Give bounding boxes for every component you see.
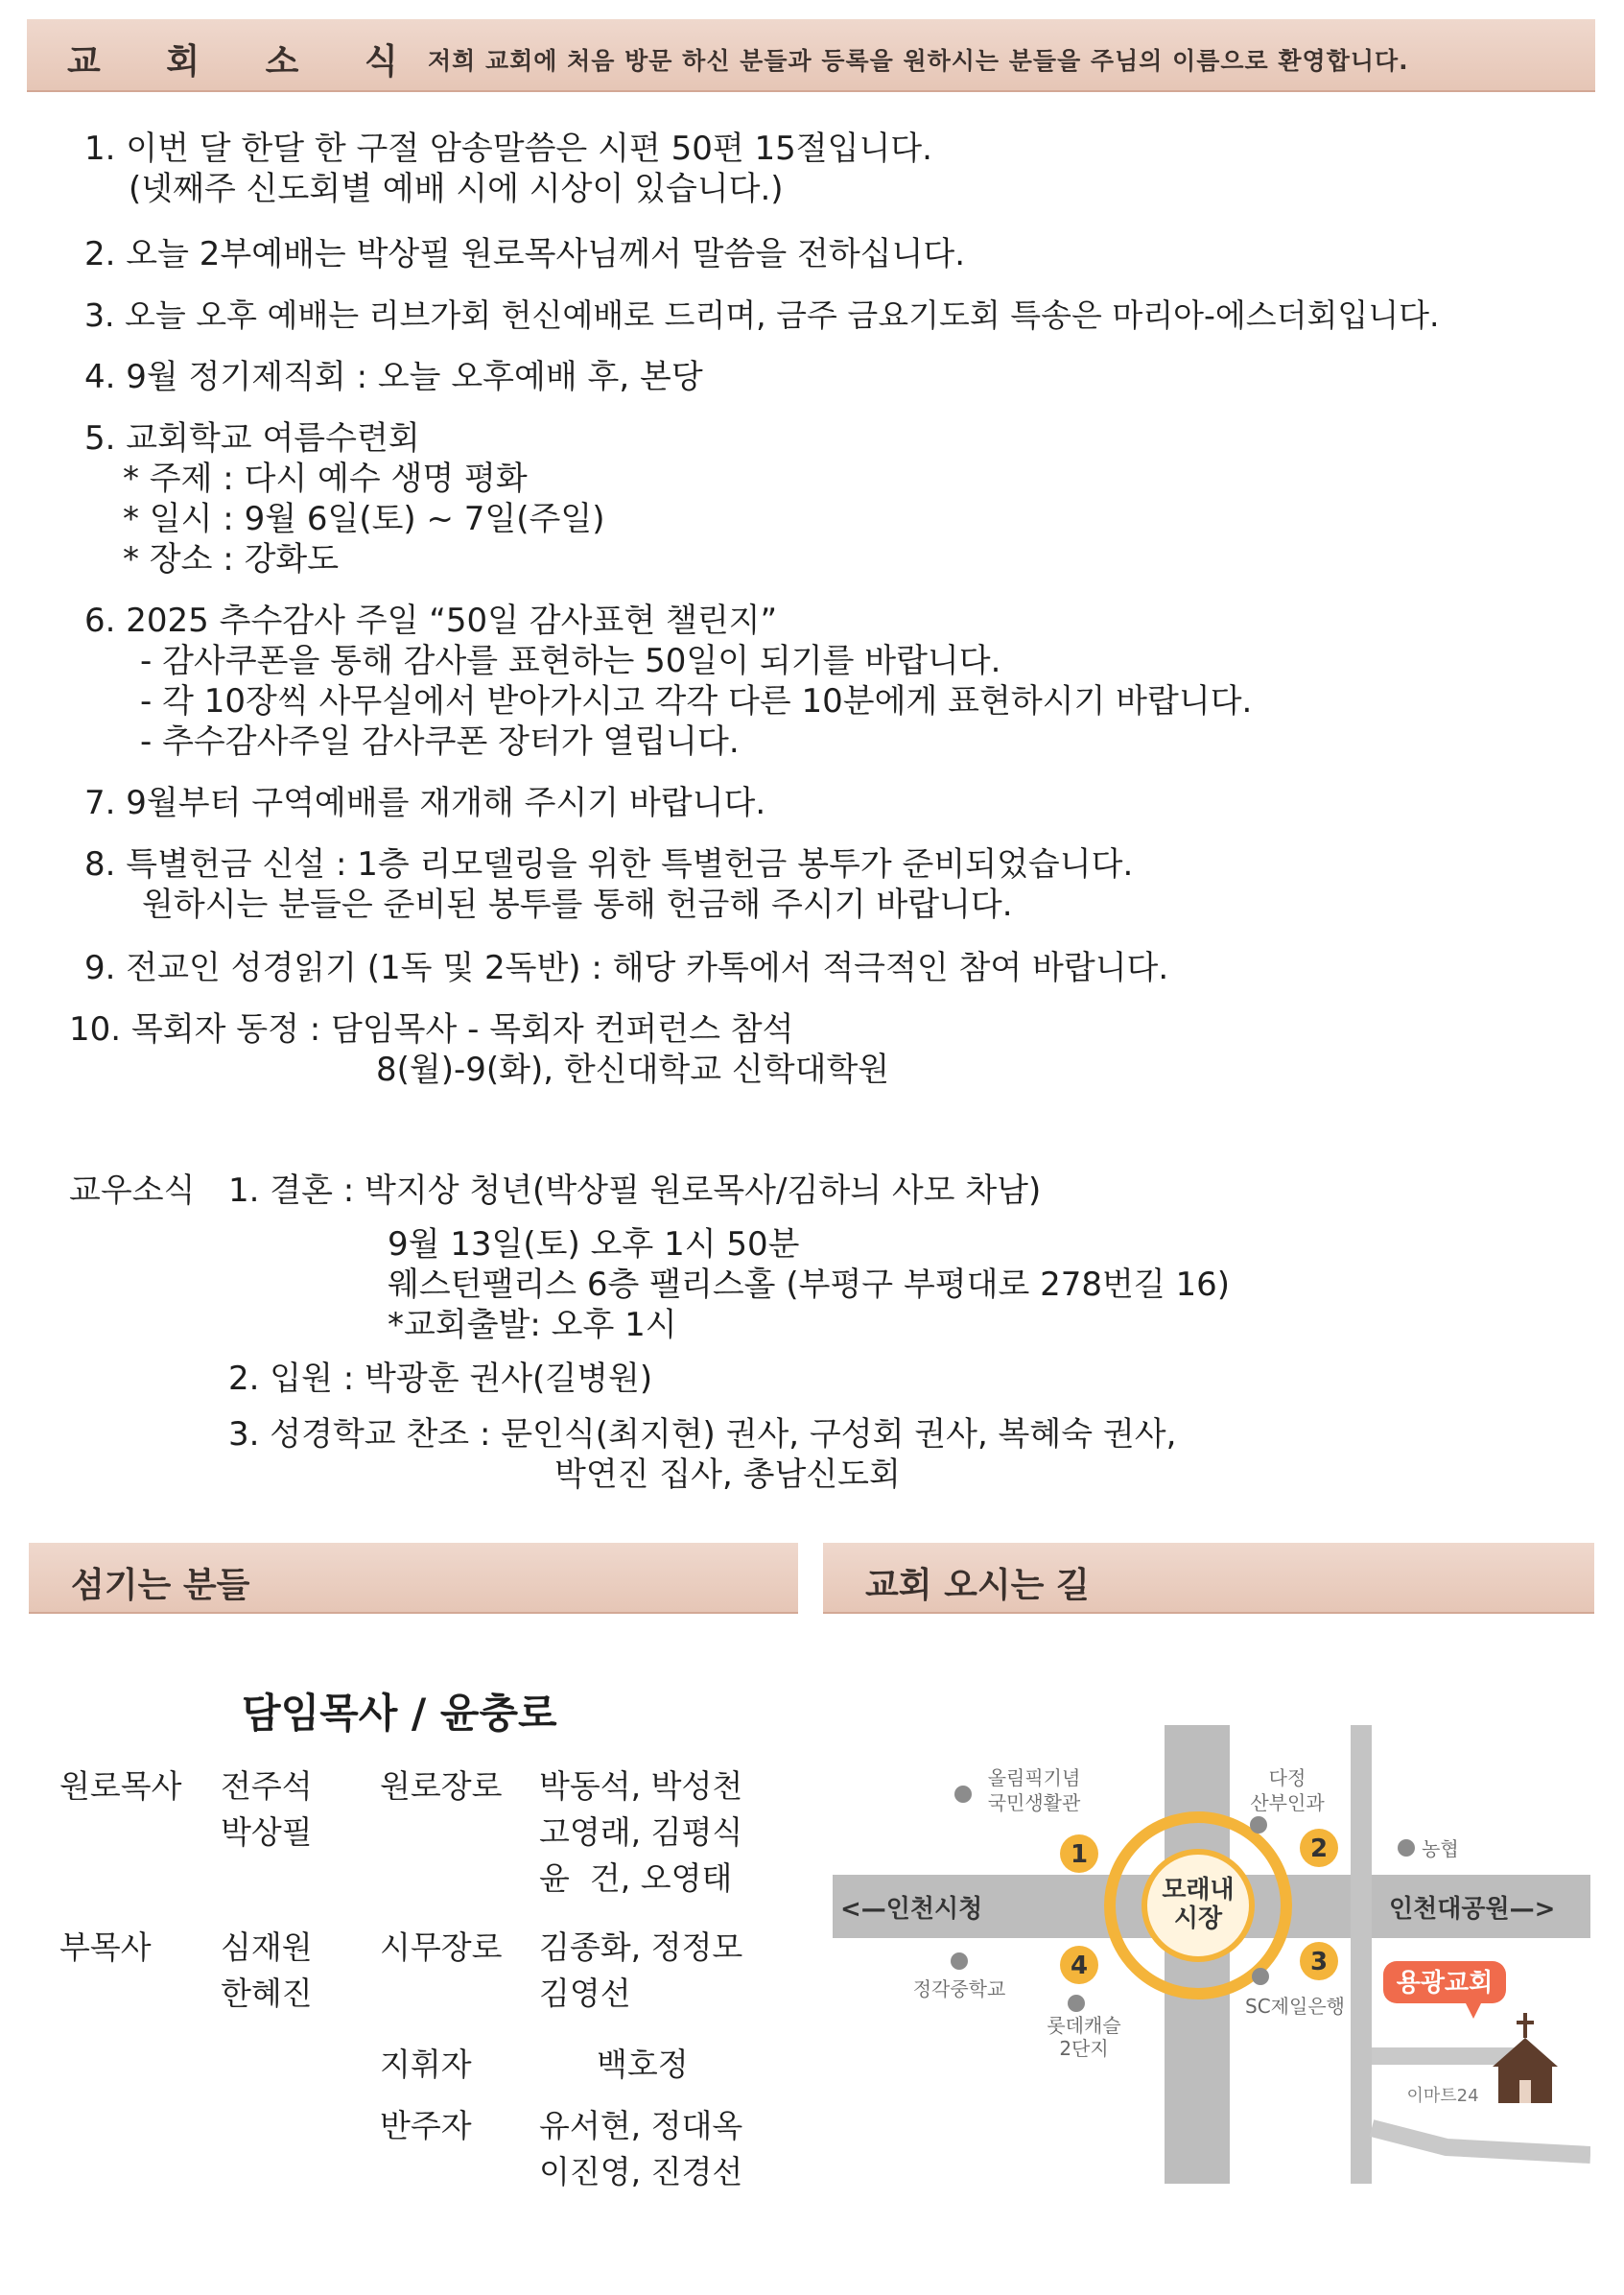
news-item-4: [84, 357, 703, 397]
news-item-number: 3.: [84, 296, 115, 334]
landmark-dot: [1252, 1968, 1269, 1985]
news-item-line: 목회자 동정 : 담임목사 - 목회자 컨퍼런스 참석: [130, 1010, 794, 1049]
map-drawing: [833, 1725, 1590, 2184]
staff-role: 지휘자: [380, 2046, 472, 2083]
news-item-line: - 감사쿠폰을 통해 감사를 표현하는 50일이 되기를 바랍니다.: [140, 642, 1001, 680]
staff-section-title: 섬기는 분들: [71, 1566, 250, 1605]
news-item-number: 8.: [84, 845, 116, 884]
svg-text:2: 2: [1309, 1834, 1329, 1863]
staff-section-header: [29, 1543, 798, 1614]
members-news-line: 입원 : 박광훈 권사(길병원): [270, 1360, 653, 1398]
welcome-message: 저희 교회에 처음 방문 하신 분들과 등록을 원하시는 분들을 주님의 이름으로 환영합니다.: [428, 47, 1409, 75]
members-news-label: 교우소식: [69, 1171, 196, 1210]
staff-role: 반주자: [380, 2107, 472, 2144]
nonghyup-icon: [1398, 1839, 1415, 1857]
members-news-number: 2.: [228, 1360, 260, 1398]
staff-role: 부목사: [59, 1928, 152, 1966]
staff-name: 한혜진: [221, 1975, 313, 2012]
staff-name: 박동석, 박성천: [539, 1767, 743, 1805]
members-news-line: 웨스턴팰리스 6층 팰리스홀 (부평구 부평대로 278번길 16): [388, 1266, 1231, 1304]
jeonggak-label: 정각중학교: [912, 1977, 1006, 2000]
news-item-line: 9월부터 구역예배를 재개해 주시기 바랍니다.: [126, 784, 766, 822]
map-section-header: [823, 1543, 1594, 1614]
news-item-5: [84, 418, 420, 459]
members-news-number: 1.: [228, 1171, 260, 1210]
lotte-label: 2단지: [1059, 2037, 1109, 2060]
members-news-number: 3.: [228, 1415, 260, 1454]
staff-name: 윤 건, 오영태: [539, 1859, 733, 1897]
news-item-7: [84, 783, 765, 823]
dajeong-label: 산부인과: [1250, 1791, 1325, 1814]
emart-label: 이마트24: [1406, 2086, 1479, 2106]
staff-name: 유서현, 정대옥: [539, 2107, 743, 2144]
section-title-church-news: 교 회 소 식: [67, 42, 425, 82]
exit-3-icon: [1300, 1942, 1338, 1980]
staff-name: 김영선: [539, 1975, 631, 2012]
news-item-number: 5.: [84, 419, 116, 458]
side-road: [1372, 2047, 1516, 2065]
news-item-line: (넷째주 신도회별 예배 시에 시상이 있습니다.): [129, 170, 784, 208]
staff-name: 박상필: [221, 1813, 313, 1851]
landmark-dot: [1068, 1995, 1085, 2012]
news-item-number: 7.: [84, 784, 116, 822]
staff-role: 원로장로: [380, 1767, 503, 1805]
news-item-line: 이번 달 한달 한 구절 암송말씀은 시편 50편 15절입니다.: [126, 130, 932, 168]
dajeong-label: 다정: [1268, 1766, 1306, 1789]
market-label: 모래내: [1162, 1876, 1235, 1905]
news-item-line: 전교인 성경읽기 (1독 및 2독반) : 해당 카톡에서 적극적인 참여 바랍니다.: [126, 949, 1169, 987]
staff-name: 백호정: [597, 2046, 689, 2083]
members-news-line: *교회출발: 오후 1시: [388, 1306, 677, 1344]
church-label: 용광교회: [1396, 1969, 1494, 1998]
members-news-line: 성경학교 찬조 : 문인식(최지현) 권사, 구성회 권사, 복혜숙 권사,: [270, 1415, 1177, 1454]
landmark-dot: [951, 1952, 968, 1970]
news-item-number: 4.: [84, 358, 116, 396]
sc-label: SC제일은행: [1245, 1995, 1345, 2018]
side-road-branch: [1372, 2128, 1590, 2155]
members-news-line: 9월 13일(토) 오후 1시 50분: [388, 1225, 800, 1264]
news-item-number: 6.: [84, 602, 116, 640]
exit-4-icon: [1060, 1946, 1098, 1984]
news-item-number: 9.: [84, 949, 116, 987]
news-item-2: [84, 234, 965, 274]
vertical-road-right: [1351, 1725, 1372, 2184]
olympic-label: 올림픽기념: [987, 1766, 1081, 1789]
news-item-line: 2025 추수감사 주일 “50일 감사표현 챌린지”: [126, 602, 778, 640]
members-news-item-3: [228, 1414, 1176, 1455]
news-item-8: [84, 844, 1133, 885]
market-label: 시장: [1173, 1905, 1223, 1933]
members-news-item-2: [228, 1359, 652, 1399]
left-road-label: <—인천시청: [840, 1895, 983, 1924]
exit-2-icon: [1300, 1829, 1338, 1867]
staff-name: 이진영, 진경선: [539, 2153, 743, 2190]
church-badge-pointer: [1466, 2003, 1481, 2019]
members-news-line: 결혼 : 박지상 청년(박상필 원로목사/김하늬 사모 차남): [270, 1171, 1042, 1210]
news-item-line: * 일시 : 9월 6일(토) ~ 7일(주일): [123, 500, 605, 538]
staff-role: 시무장로: [380, 1928, 503, 1966]
svg-text:3: 3: [1309, 1948, 1329, 1976]
directions-map: [833, 1725, 1590, 2184]
members-news-item-1: [228, 1171, 1041, 1211]
lotte-label: 롯데캐슬: [1047, 2014, 1121, 2037]
news-item-9: [84, 948, 1168, 988]
right-road-label: 인천대공원—>: [1389, 1895, 1556, 1924]
news-item-line: * 주제 : 다시 예수 생명 평화: [123, 460, 528, 498]
news-item-number: 1.: [84, 130, 116, 168]
svg-text:4: 4: [1070, 1952, 1089, 1980]
senior-pastor: 담임목사 / 윤충로: [242, 1690, 557, 1737]
staff-role: 원로목사: [59, 1767, 182, 1805]
news-item-line: 특별헌금 신설 : 1층 리모델링을 위한 특별헌금 봉투가 준비되었습니다.: [126, 845, 1134, 884]
nonghyup-label: 농협: [1422, 1837, 1459, 1860]
landmark-dot: [954, 1786, 972, 1803]
staff-name: 심재원: [221, 1928, 313, 1966]
olympic-label: 국민생활관: [987, 1791, 1081, 1814]
news-item-6: [84, 601, 777, 641]
news-item-line: 교회학교 여름수련회: [126, 419, 420, 458]
svg-text:1: 1: [1070, 1840, 1089, 1869]
news-item-line: 오늘 2부예배는 박상필 원로목사님께서 말씀을 전하십니다.: [126, 235, 965, 273]
news-item-line: 오늘 오후 예배는 리브가회 헌신예배로 드리며, 금주 금요기도회 특송은 마리아-에스더회입니다.: [125, 296, 1440, 334]
news-item-line: - 각 10장씩 사무실에서 받아가시고 각각 다른 10분에게 표현하시기 바랍니다.: [140, 682, 1253, 721]
news-item-1: [84, 129, 932, 169]
news-item-line: 원하시는 분들은 준비된 봉투를 통해 헌금해 주시기 바랍니다.: [142, 886, 1013, 924]
news-item-line: - 추수감사주일 감사쿠폰 장터가 열립니다.: [140, 722, 740, 761]
news-item-line: * 장소 : 강화도: [123, 540, 340, 579]
map-section-title: 교회 오시는 길: [865, 1566, 1090, 1605]
staff-name: 김종화, 정정모: [539, 1928, 743, 1966]
news-item-10: [69, 1009, 793, 1050]
news-item-3: [84, 296, 1440, 336]
staff-name: 전주석: [221, 1767, 313, 1805]
landmark-dot: [1250, 1816, 1267, 1834]
news-item-line: 8(월)-9(화), 한신대학교 신학대학원: [376, 1051, 890, 1089]
members-news-line: 박연진 집사, 총남신도회: [554, 1455, 901, 1494]
staff-name: 고영래, 김평식: [539, 1813, 743, 1851]
news-item-line: 9월 정기제직회 : 오늘 오후예배 후, 본당: [126, 358, 703, 396]
exit-1-icon: [1060, 1834, 1098, 1873]
news-item-number: 10.: [69, 1010, 122, 1049]
news-item-number: 2.: [84, 235, 116, 273]
